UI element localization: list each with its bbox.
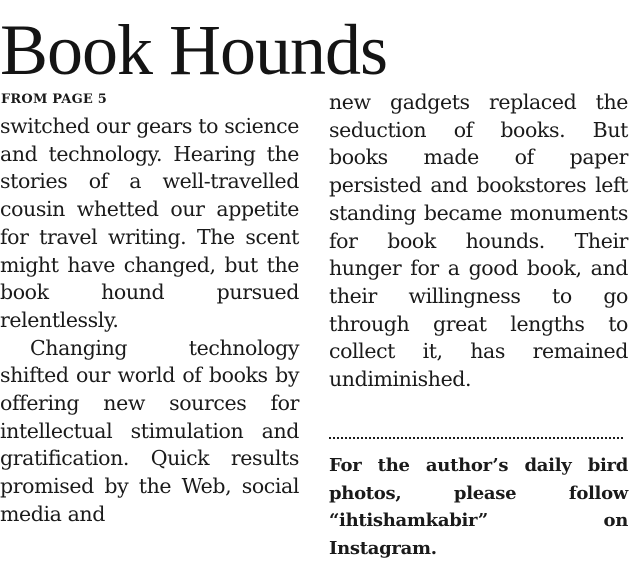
paragraph: new gadgets replaced the seduction of books. But books made of paper persisted and bookstores left standing became monuments for book hounds. Their hunger for a good book, and their willingness to go through great lengths to collect it, has remained undiminished. [329,90,628,392]
dotted-divider [329,437,623,439]
paragraph: switched our gears to science and technology. Hearing the stories of a well-travelled cousin whetted our appetite for travel writing. The scent might have changed, but the book hound pursued relentlessly. [0,114,299,332]
continuation-kicker: FROM PAGE 5 [1,92,107,107]
article-column-right [329,89,628,394]
article-column-left [0,113,299,529]
paragraph: Changing technology shifted our world of books by offering new sources for intellectual stimulation and gratification. Quick results promised by the Web, social media and [0,335,299,526]
author-promo: For the author’s daily bird photos, please follow “ihtishamkabir” on Instagram. [329,455,628,559]
headline: Book Hounds [0,10,388,90]
